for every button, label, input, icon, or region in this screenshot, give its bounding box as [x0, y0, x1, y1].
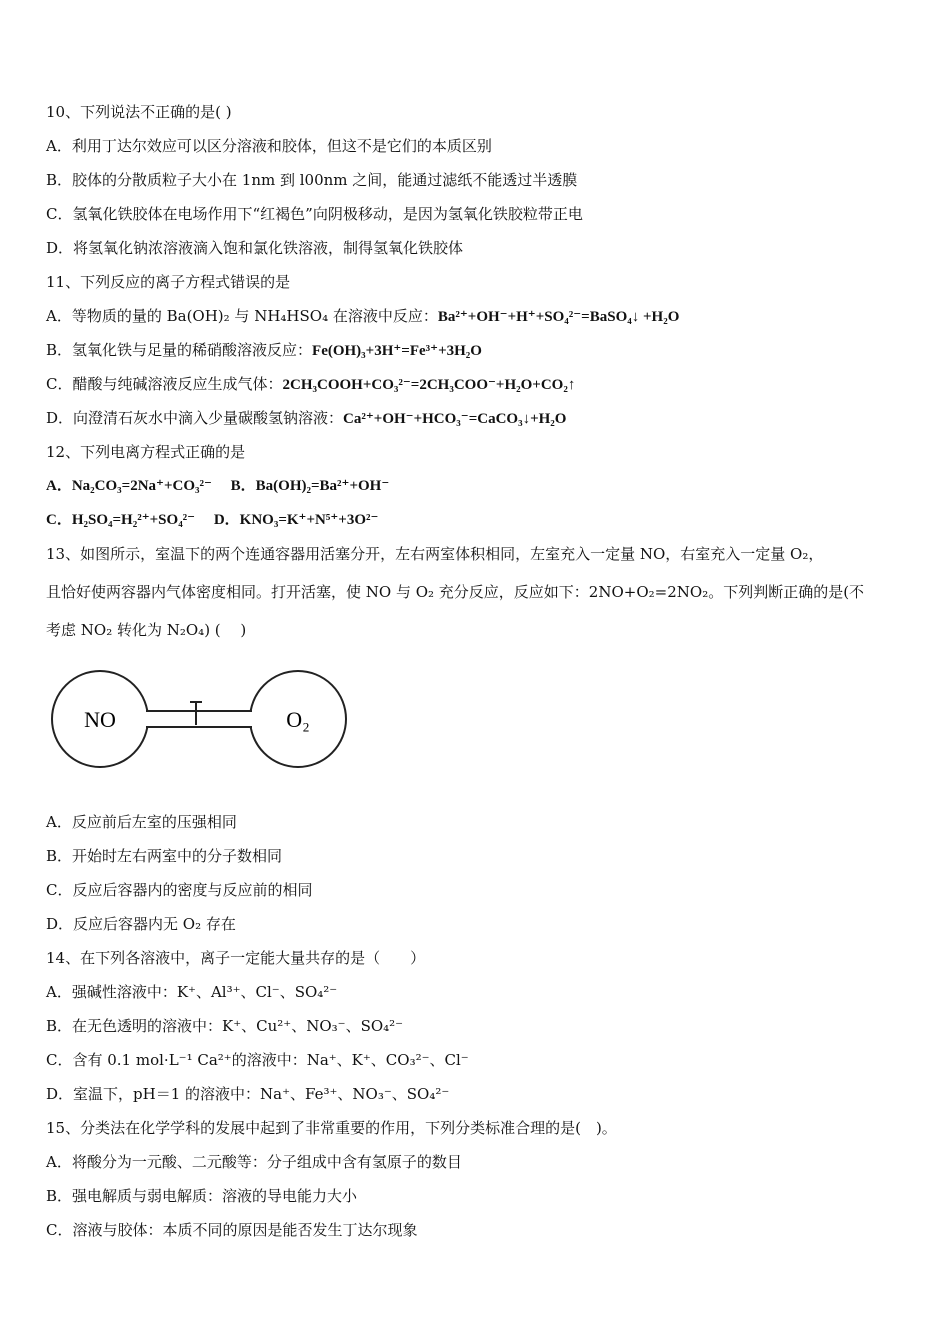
q13-stem-line-3: 考虑 NO₂ 转化为 N₂O₄) ( ): [46, 621, 247, 639]
q13-option-a: A．反应前后左室的压强相同: [46, 813, 237, 831]
q15-stem: 15、分类法在化学学科的发展中起到了非常重要的作用，下列分类标准合理的是( )。: [46, 1119, 617, 1137]
q13-stem-line-2: 且恰好使两容器内气体密度相同。打开活塞，使 NO 与 O₂ 充分反应，反应如下：2NO+O₂=2NO₂。下列判断正确的是(不: [46, 583, 865, 601]
q10-option-b: B．胶体的分散质粒子大小在 1nm 到 l00nm 之间，能通过滤纸不能透过半透膜: [46, 171, 578, 189]
q11-option-a: [46, 306, 679, 327]
q13-option-c: C．反应后容器内的密度与反应前的相同: [46, 881, 313, 899]
q15-option-b: B．强电解质与弱电解质：溶液的导电能力大小: [46, 1187, 358, 1205]
q10-option-c: C．氢氧化铁胶体在电场作用下“红褐色”向阴极移动，是因为氢氧化铁胶粒带正电: [46, 205, 583, 223]
q13-stem-line-1: 13、如图所示，室温下的两个连通容器用活塞分开，左右两室体积相同，左室充入一定量 NO，右室充入一定量 O₂，: [46, 545, 824, 563]
q12-stem: 12、下列电离方程式正确的是: [46, 443, 246, 461]
q14-option-c: C．含有 0.1 mol·L⁻¹ Ca²⁺的溶液中：Na⁺、K⁺、CO₃²⁻、Cl⁻: [46, 1051, 469, 1069]
q14-option-a: A．强碱性溶液中：K⁺、Al³⁺、Cl⁻、SO₄²⁻: [46, 983, 338, 1001]
q14-option-d: D．室温下，pH＝1 的溶液中：Na⁺、Fe³⁺、NO₃⁻、SO₄²⁻: [46, 1085, 450, 1103]
q13-option-b: B．开始时左右两室中的分子数相同: [46, 847, 283, 865]
connecting-tube-mask: [142, 710, 256, 728]
q11-stem: 11、下列反应的离子方程式错误的是: [46, 273, 291, 291]
q11-option-d: [46, 408, 566, 429]
q15-option-c: C．溶液与胶体：本质不同的原因是能否发生丁达尔现象: [46, 1221, 418, 1239]
q12-options-ab: A．Na₂CO₃=2Na⁺+CO₃²⁻ B．Ba(OH)₂=Ba²⁺+OH⁻: [46, 478, 390, 494]
q15-option-a: A．将酸分为一元酸、二元酸等：分子组成中含有氢原子的数目: [46, 1153, 462, 1171]
q13-container-diagram: [46, 665, 356, 779]
right-chamber-label: O₂: [286, 707, 310, 732]
q11-option-b-equation: Fe(OH)₃+3H⁺=Fe³⁺+3H₂O: [312, 343, 482, 359]
q11-option-a-text: A．等物质的量的 Ba(OH)₂ 与 NH₄HSO₄ 在溶液中反应：: [46, 307, 438, 325]
q11-option-d-text: D．向澄清石灰水中滴入少量碳酸氢钠溶液：: [46, 409, 344, 427]
q11-option-a-equation: Ba²⁺+OH⁻+H⁺+SO₄²⁻=BaSO₄↓ +H₂O: [437, 309, 680, 325]
q11-option-d-equation: Ca²⁺+OH⁻+HCO₃⁻=CaCO₃↓+H₂O: [343, 411, 567, 427]
q10-option-d: D．将氢氧化钠浓溶液滴入饱和氯化铁溶液，制得氢氧化铁胶体: [46, 239, 464, 257]
q13-option-d: D．反应后容器内无 O₂ 存在: [46, 915, 236, 933]
q14-option-b: B．在无色透明的溶液中：K⁺、Cu²⁺、NO₃⁻、SO₄²⁻: [46, 1017, 404, 1035]
q11-option-c-equation: 2CH₃COOH+CO₃²⁻=2CH₃COO⁻+H₂O+CO₂↑: [282, 377, 576, 393]
q12-options-cd: C．H₂SO₄=H₂²⁺+SO₄²⁻ D．KNO₃=K⁺+N⁵⁺+3O²⁻: [46, 512, 379, 528]
q10-stem: 10、下列说法不正确的是( ): [46, 103, 232, 121]
left-chamber-label: NO: [84, 707, 116, 732]
q11-option-c-text: C．醋酸与纯碱溶液反应生成气体：: [46, 375, 283, 393]
q11-option-b: [46, 340, 482, 361]
q11-option-b-text: B．氢氧化铁与足量的稀硝酸溶液反应：: [46, 341, 313, 359]
q14-stem: 14、在下列各溶液中，离子一定能大量共存的是（ ）: [46, 949, 426, 967]
q10-option-a: A．利用丁达尔效应可以区分溶液和胶体，但这不是它们的本质区别: [46, 137, 492, 155]
q11-option-c: [46, 374, 575, 395]
q13-diagram-svg: [46, 665, 356, 775]
